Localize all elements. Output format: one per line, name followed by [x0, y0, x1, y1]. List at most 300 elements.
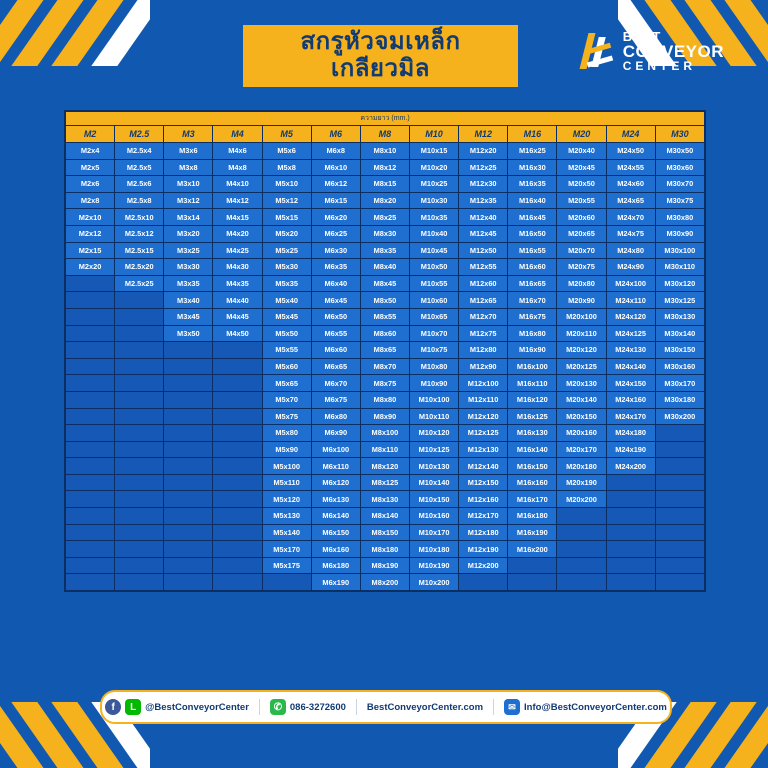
- table-cell-empty: [213, 508, 262, 525]
- table-cell: M12x50: [459, 242, 508, 259]
- table-cell: M16x40: [508, 192, 557, 209]
- table-cell: M30x160: [655, 358, 704, 375]
- table-cell: M24x70: [606, 209, 655, 226]
- table-row: [66, 508, 705, 525]
- table-cell-empty: [557, 524, 606, 541]
- table-cell: M10x40: [409, 225, 458, 242]
- table-cell-empty: [655, 474, 704, 491]
- email-contact[interactable]: [504, 699, 667, 715]
- table-cell-empty: [164, 491, 213, 508]
- table-row: [66, 342, 705, 359]
- table-cell-empty: [262, 574, 311, 591]
- facebook-icon: f: [105, 699, 121, 715]
- table-cell: M24x55: [606, 159, 655, 176]
- table-cell: M6x45: [311, 292, 360, 309]
- table-cell: M12x75: [459, 325, 508, 342]
- table-cell: M2.5x15: [115, 242, 164, 259]
- table-cell: M8x200: [360, 574, 409, 591]
- table-cell: M6x12: [311, 176, 360, 193]
- table-cell-empty: [66, 408, 115, 425]
- table-cell-empty: [66, 474, 115, 491]
- table-cell: M2x12: [66, 225, 115, 242]
- table-cell: M16x70: [508, 292, 557, 309]
- table-cell-empty: [66, 524, 115, 541]
- table-cell: M16x25: [508, 143, 557, 160]
- table-cell: M4x40: [213, 292, 262, 309]
- table-cell: M16x140: [508, 441, 557, 458]
- table-cell-empty: [557, 508, 606, 525]
- table-cell: M5x60: [262, 358, 311, 375]
- column-header: M2: [66, 126, 115, 143]
- table-cell: M8x50: [360, 292, 409, 309]
- table-cell: M3x6: [164, 143, 213, 160]
- table-cell: M30x80: [655, 209, 704, 226]
- table-cell: M6x10: [311, 159, 360, 176]
- table-cell: M24x150: [606, 375, 655, 392]
- table-cell: M6x180: [311, 557, 360, 574]
- table-cell: M12x190: [459, 541, 508, 558]
- table-cell: M6x25: [311, 225, 360, 242]
- unit-label: ความยาว (mm.): [66, 112, 705, 126]
- table-cell: M10x190: [409, 557, 458, 574]
- table-cell: M20x45: [557, 159, 606, 176]
- table-cell: M4x12: [213, 192, 262, 209]
- table-cell: M5x120: [262, 491, 311, 508]
- table-row: [66, 541, 705, 558]
- table-cell: M12x180: [459, 524, 508, 541]
- table-cell: M16x160: [508, 474, 557, 491]
- table-cell: M2x8: [66, 192, 115, 209]
- table-cell: M10x60: [409, 292, 458, 309]
- table-cell: M10x55: [409, 275, 458, 292]
- table-cell-empty: [213, 458, 262, 475]
- table-row: [66, 209, 705, 226]
- table-cell: M10x100: [409, 391, 458, 408]
- table-cell: M24x120: [606, 308, 655, 325]
- website-url: BestConveyorCenter.com: [366, 701, 484, 713]
- logo-mark-icon: [582, 33, 616, 69]
- table-cell: M2x15: [66, 242, 115, 259]
- table-cell: M12x100: [459, 375, 508, 392]
- table-cell: M5x75: [262, 408, 311, 425]
- table-cell: M20x80: [557, 275, 606, 292]
- table-cell: M6x55: [311, 325, 360, 342]
- table-cell: M16x30: [508, 159, 557, 176]
- table-cell-empty: [164, 557, 213, 574]
- table-cell: M2.5x25: [115, 275, 164, 292]
- table-cell: M30x75: [655, 192, 704, 209]
- table-cell-empty: [164, 425, 213, 442]
- table-cell: M8x45: [360, 275, 409, 292]
- table-cell-empty: [115, 458, 164, 475]
- table-cell-empty: [164, 574, 213, 591]
- table-cell: M10x180: [409, 541, 458, 558]
- table-cell-empty: [115, 474, 164, 491]
- table-cell: M8x130: [360, 491, 409, 508]
- table-cell: M16x130: [508, 425, 557, 442]
- divider: [356, 699, 357, 715]
- table-cell-empty: [508, 557, 557, 574]
- table-cell: M24x80: [606, 242, 655, 259]
- table-cell: M16x110: [508, 375, 557, 392]
- column-header: M2.5: [115, 126, 164, 143]
- table-cell: M10x90: [409, 375, 458, 392]
- table-cell-empty: [557, 574, 606, 591]
- table-cell: M24x180: [606, 425, 655, 442]
- table-cell-empty: [66, 425, 115, 442]
- table-cell: M10x120: [409, 425, 458, 442]
- table-cell-empty: [66, 308, 115, 325]
- table-cell-empty: [164, 391, 213, 408]
- table-cell: M4x15: [213, 209, 262, 226]
- column-header: M8: [360, 126, 409, 143]
- table-cell: M16x60: [508, 259, 557, 276]
- table-cell-empty: [115, 524, 164, 541]
- table-row: [66, 259, 705, 276]
- table-cell-empty: [115, 308, 164, 325]
- table-row: [66, 491, 705, 508]
- table-row: [66, 308, 705, 325]
- table-cell: M6x8: [311, 143, 360, 160]
- table-cell: M5x35: [262, 275, 311, 292]
- table-cell: M16x120: [508, 391, 557, 408]
- table-cell: M5x6: [262, 143, 311, 160]
- table-cell: M30x140: [655, 325, 704, 342]
- table-cell: M2x20: [66, 259, 115, 276]
- table-cell: M6x100: [311, 441, 360, 458]
- table-cell: M16x170: [508, 491, 557, 508]
- table-cell: M30x200: [655, 408, 704, 425]
- table-cell: M30x60: [655, 159, 704, 176]
- logo-line3: CENTER: [622, 59, 697, 73]
- table-cell: M24x60: [606, 176, 655, 193]
- table-cell-empty: [66, 325, 115, 342]
- table-cell: M8x120: [360, 458, 409, 475]
- table-cell-empty: [213, 441, 262, 458]
- table-cell-empty: [66, 292, 115, 309]
- table-cell: M12x160: [459, 491, 508, 508]
- table-cell: M6x65: [311, 358, 360, 375]
- table-cell: M24x110: [606, 292, 655, 309]
- table-cell: M5x12: [262, 192, 311, 209]
- table-cell: M12x65: [459, 292, 508, 309]
- table-cell: M20x65: [557, 225, 606, 242]
- table-cell-empty: [164, 508, 213, 525]
- table-cell-empty: [66, 441, 115, 458]
- column-header: M10: [409, 126, 458, 143]
- table-cell-empty: [66, 275, 115, 292]
- table-cell: M5x30: [262, 259, 311, 276]
- table-cell-empty: [115, 441, 164, 458]
- table-cell: M8x25: [360, 209, 409, 226]
- table-cell: M8x150: [360, 524, 409, 541]
- table-cell: M30x170: [655, 375, 704, 392]
- table-cell: M4x25: [213, 242, 262, 259]
- table-cell: M3x40: [164, 292, 213, 309]
- table-cell: M20x55: [557, 192, 606, 209]
- table-cell: M12x35: [459, 192, 508, 209]
- table-cell: M10x20: [409, 159, 458, 176]
- table-cell: M4x10: [213, 176, 262, 193]
- table-cell-empty: [115, 342, 164, 359]
- table-cell-empty: [164, 474, 213, 491]
- table-cell: M20x60: [557, 209, 606, 226]
- table-cell: M8x10: [360, 143, 409, 160]
- table-cell: M10x150: [409, 491, 458, 508]
- table-cell: M20x75: [557, 259, 606, 276]
- table-cell: M6x20: [311, 209, 360, 226]
- table-cell-empty: [115, 292, 164, 309]
- table-cell: M8x30: [360, 225, 409, 242]
- website-contact[interactable]: [367, 702, 483, 713]
- table-cell: M3x12: [164, 192, 213, 209]
- facebook-contact[interactable]: [105, 699, 249, 715]
- table-cell: M16x75: [508, 308, 557, 325]
- column-header: M4: [213, 126, 262, 143]
- table-cell: M5x100: [262, 458, 311, 475]
- table-cell: M10x140: [409, 474, 458, 491]
- table-cell-empty: [557, 541, 606, 558]
- table-cell-empty: [66, 557, 115, 574]
- table-cell: M12x25: [459, 159, 508, 176]
- table-cell-empty: [213, 342, 262, 359]
- table-cell: M24x65: [606, 192, 655, 209]
- table-row: [66, 557, 705, 574]
- table-cell-empty: [213, 375, 262, 392]
- table-cell: M12x40: [459, 209, 508, 226]
- table-row: [66, 176, 705, 193]
- logo-line1: BEST: [622, 29, 662, 44]
- table-cell-empty: [115, 375, 164, 392]
- table-cell-empty: [66, 342, 115, 359]
- page-title-line2: เกลียวมิล: [330, 55, 430, 82]
- table-cell: M5x130: [262, 508, 311, 525]
- table-cell: M20x90: [557, 292, 606, 309]
- table-cell: M30x150: [655, 342, 704, 359]
- table-cell: M12x150: [459, 474, 508, 491]
- table-cell-empty: [213, 557, 262, 574]
- table-cell: M6x160: [311, 541, 360, 558]
- table-row: [66, 441, 705, 458]
- table-cell-empty: [213, 425, 262, 442]
- table-cell-empty: [655, 441, 704, 458]
- table-cell-empty: [164, 375, 213, 392]
- column-header: M3: [164, 126, 213, 143]
- table-cell-empty: [213, 474, 262, 491]
- table-cell: M30x130: [655, 308, 704, 325]
- page-title-line1: สกรูหัวจมเหล็ก: [300, 28, 461, 56]
- table-cell: M2x5: [66, 159, 115, 176]
- table-cell: M5x80: [262, 425, 311, 442]
- table-cell: M16x50: [508, 225, 557, 242]
- logo-line2: CONVEYOR: [622, 42, 724, 61]
- table-cell-empty: [115, 491, 164, 508]
- table-cell: M24x75: [606, 225, 655, 242]
- table-cell-empty: [655, 524, 704, 541]
- table-cell: M16x65: [508, 275, 557, 292]
- table-cell: M24x160: [606, 391, 655, 408]
- table-cell: M30x50: [655, 143, 704, 160]
- table-cell: M6x15: [311, 192, 360, 209]
- table-cell: M3x10: [164, 176, 213, 193]
- table-cell: M6x30: [311, 242, 360, 259]
- table-cell: M10x70: [409, 325, 458, 342]
- table-row: [66, 458, 705, 475]
- table-cell-empty: [115, 391, 164, 408]
- table-cell: M12x140: [459, 458, 508, 475]
- table-cell: M6x70: [311, 375, 360, 392]
- table-cell: M30x110: [655, 259, 704, 276]
- table-cell: M3x8: [164, 159, 213, 176]
- table-cell: M10x75: [409, 342, 458, 359]
- table-cell: M2.5x8: [115, 192, 164, 209]
- column-header: M20: [557, 126, 606, 143]
- table-cell-empty: [655, 508, 704, 525]
- table-cell: M8x15: [360, 176, 409, 193]
- table-cell-empty: [606, 491, 655, 508]
- table-cell: M8x90: [360, 408, 409, 425]
- table-cell: M6x130: [311, 491, 360, 508]
- table-cell: M3x50: [164, 325, 213, 342]
- table-cell: M30x90: [655, 225, 704, 242]
- table-cell: M30x180: [655, 391, 704, 408]
- table-row: [66, 408, 705, 425]
- table-cell: M12x45: [459, 225, 508, 242]
- table-cell-empty: [606, 474, 655, 491]
- table-row: [66, 391, 705, 408]
- table-cell: M12x125: [459, 425, 508, 442]
- table-cell: M16x190: [508, 524, 557, 541]
- table-cell: M12x200: [459, 557, 508, 574]
- column-header: M24: [606, 126, 655, 143]
- table-cell: M20x110: [557, 325, 606, 342]
- table-cell: M16x55: [508, 242, 557, 259]
- table-cell: M5x90: [262, 441, 311, 458]
- table-cell: M12x110: [459, 391, 508, 408]
- table-cell-empty: [655, 541, 704, 558]
- table-cell: M30x100: [655, 242, 704, 259]
- column-header: M5: [262, 126, 311, 143]
- table-cell: M5x65: [262, 375, 311, 392]
- table-cell: M10x200: [409, 574, 458, 591]
- table-cell-empty: [66, 458, 115, 475]
- table-cell: M20x170: [557, 441, 606, 458]
- table-cell-empty: [213, 358, 262, 375]
- facebook-handle: @BestConveyorCenter: [145, 701, 249, 713]
- table-cell: M2.5x4: [115, 143, 164, 160]
- table-cell: M8x55: [360, 308, 409, 325]
- table-cell: M3x14: [164, 209, 213, 226]
- table-cell-empty: [213, 574, 262, 591]
- table-cell: M8x75: [360, 375, 409, 392]
- table-cell: M20x50: [557, 176, 606, 193]
- table-cell: M6x50: [311, 308, 360, 325]
- table-cell: M16x45: [508, 209, 557, 226]
- table-cell: M8x180: [360, 541, 409, 558]
- table-cell: M16x150: [508, 458, 557, 475]
- table-cell: M12x30: [459, 176, 508, 193]
- table-cell-empty: [115, 574, 164, 591]
- email-address: Info@BestConveyorCenter.com: [524, 701, 667, 713]
- table-row: [66, 159, 705, 176]
- table-cell: M4x20: [213, 225, 262, 242]
- brand-logo: [582, 30, 724, 72]
- table-cell: M20x125: [557, 358, 606, 375]
- table-cell: M4x35: [213, 275, 262, 292]
- table-cell: M2.5x10: [115, 209, 164, 226]
- table-cell: M4x6: [213, 143, 262, 160]
- table-row: [66, 574, 705, 591]
- page-title: [243, 25, 518, 87]
- table-row: [66, 524, 705, 541]
- table-cell-empty: [164, 524, 213, 541]
- table-cell: M4x8: [213, 159, 262, 176]
- table-cell-empty: [164, 408, 213, 425]
- table-cell: M2.5x6: [115, 176, 164, 193]
- table-cell: M5x40: [262, 292, 311, 309]
- table-cell: M10x160: [409, 508, 458, 525]
- table-cell: M20x40: [557, 143, 606, 160]
- column-header: M30: [655, 126, 704, 143]
- table-cell-empty: [164, 458, 213, 475]
- table-cell: M30x125: [655, 292, 704, 309]
- table-cell: M8x125: [360, 474, 409, 491]
- table-cell: M2.5x20: [115, 259, 164, 276]
- table-cell-empty: [115, 358, 164, 375]
- table-cell: M24x190: [606, 441, 655, 458]
- table-cell-empty: [655, 491, 704, 508]
- table-cell: M10x170: [409, 524, 458, 541]
- table-cell: M16x35: [508, 176, 557, 193]
- table-cell: M5x20: [262, 225, 311, 242]
- table-cell: M10x110: [409, 408, 458, 425]
- table-cell: M8x110: [360, 441, 409, 458]
- table-cell-empty: [459, 574, 508, 591]
- table-unit-row: [66, 112, 705, 126]
- column-header: M12: [459, 126, 508, 143]
- table-cell: M24x200: [606, 458, 655, 475]
- table-cell-empty: [606, 541, 655, 558]
- table-cell: M5x55: [262, 342, 311, 359]
- table-cell: M10x30: [409, 192, 458, 209]
- table-cell-empty: [66, 541, 115, 558]
- table-cell: M5x8: [262, 159, 311, 176]
- table-cell-empty: [66, 375, 115, 392]
- table-cell: M20x100: [557, 308, 606, 325]
- table-cell: M24x100: [606, 275, 655, 292]
- table-row: [66, 143, 705, 160]
- column-header: M16: [508, 126, 557, 143]
- table-cell: M8x190: [360, 557, 409, 574]
- header: [0, 0, 768, 100]
- phone-contact[interactable]: [270, 699, 346, 715]
- table-cell: M10x15: [409, 143, 458, 160]
- table-cell: M12x130: [459, 441, 508, 458]
- table-cell: M20x160: [557, 425, 606, 442]
- table-cell-empty: [115, 508, 164, 525]
- table-row: [66, 192, 705, 209]
- divider: [493, 699, 494, 715]
- table-cell-empty: [164, 541, 213, 558]
- table-cell: M10x35: [409, 209, 458, 226]
- line-icon: L: [125, 699, 141, 715]
- size-table: [64, 110, 706, 592]
- table-cell-empty: [213, 391, 262, 408]
- table-cell: M24x125: [606, 325, 655, 342]
- table-cell-empty: [655, 557, 704, 574]
- table-cell-empty: [606, 524, 655, 541]
- table-cell: M2x10: [66, 209, 115, 226]
